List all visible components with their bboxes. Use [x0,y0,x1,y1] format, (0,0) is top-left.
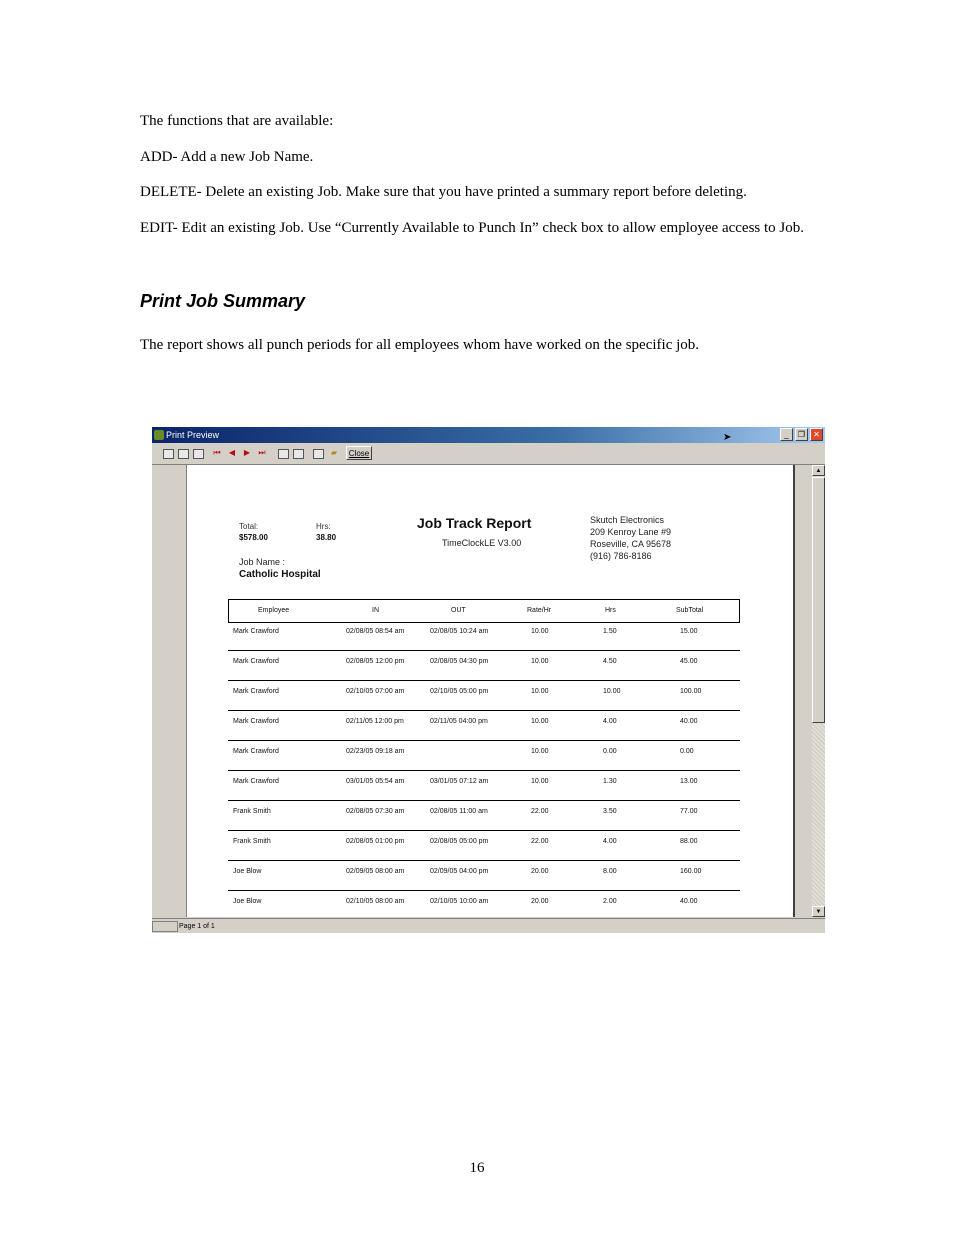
edit-description: EDIT- Edit an existing Job. Use “Currently Available to Punch In” check box to allow employee access to Job. [140,220,805,236]
rate-cell: 10.00 [531,778,549,785]
table-row [228,800,740,831]
in-cell: 02/11/05 12:00 pm [346,718,404,725]
table-row [228,860,740,891]
rate-cell: 10.00 [531,688,549,695]
scroll-up-icon[interactable]: ▲ [812,465,825,476]
rate-cell: 20.00 [531,868,549,875]
status-bar [152,918,825,933]
out-cell: 02/11/05 04:00 pm [430,718,488,725]
column-header: SubTotal [676,607,704,614]
in-cell: 02/08/05 12:00 pm [346,658,405,665]
section-heading: Print Job Summary [140,291,306,311]
table-row [228,650,740,681]
status-cell [152,921,178,932]
close-button[interactable]: Close [346,446,372,460]
table-row [228,620,740,651]
hrs-cell: 2.00 [603,898,617,905]
report-subtitle: TimeClockLE V3.00 [442,538,522,548]
subtotal-cell: 45.00 [680,658,698,665]
next-page-icon[interactable]: ▶ [243,448,251,457]
hrs-cell: 0.00 [603,748,617,755]
company-address-2: Roseville, CA 95678 [590,539,672,549]
print-icon[interactable] [278,449,289,459]
subtotal-cell: 100.00 [680,688,702,695]
hrs-label: Hrs: [316,522,331,531]
column-header: IN [372,607,379,614]
report-title: Job Track Report [417,515,532,531]
hrs-cell: 4.50 [603,658,617,665]
column-header: Rate/Hr [527,607,552,614]
company-phone: (916) 786-8186 [590,551,652,561]
report-page [187,465,795,917]
scroll-down-icon[interactable]: ▼ [812,906,825,917]
print-setup-icon[interactable] [293,449,304,459]
title-bar [152,427,825,443]
out-cell: 02/10/05 05:00 pm [430,688,489,695]
out-cell: 02/08/05 11:00 am [430,808,488,815]
zoom-100-icon[interactable] [193,449,204,459]
toolbar [152,444,825,465]
column-header: Employee [258,607,290,614]
subtotal-cell: 77.00 [680,808,698,815]
employee-cell: Mark Crawford [233,778,279,785]
hrs-cell: 4.00 [603,838,617,845]
in-cell: 02/10/05 07:00 am [346,688,405,695]
total-label: Total: [239,522,259,531]
subtotal-cell: 40.00 [680,898,698,905]
page-status: Page 1 of 1 [179,923,215,930]
add-description: ADD- Add a new Job Name. [140,149,314,165]
minimize-icon[interactable]: _ [780,428,793,441]
vertical-scrollbar[interactable] [812,465,825,917]
left-gutter [152,465,187,917]
out-cell: 02/10/05 10:00 am [430,898,489,905]
rate-cell: 22.00 [531,808,549,815]
in-cell: 03/01/05 05:54 am [346,778,405,785]
employee-cell: Mark Crawford [233,748,279,755]
subtotal-cell: 0.00 [680,748,694,755]
subtotal-cell: 40.00 [680,718,698,725]
last-page-icon[interactable]: ⏭ [258,448,266,457]
save-icon[interactable] [313,449,324,459]
job-name-label: Job Name : [239,557,286,567]
out-cell: 02/08/05 10:24 am [430,628,489,635]
hrs-cell: 1.30 [603,778,617,785]
mouse-cursor-icon: ➤ [723,432,732,443]
table-row [228,770,740,801]
column-header: OUT [451,607,466,614]
employee-cell: Mark Crawford [233,688,279,695]
previous-page-icon[interactable]: ◀ [228,448,236,457]
company-name: Skutch Electronics [590,515,665,525]
delete-description: DELETE- Delete an existing Job. Make sure that you have printed a summary report before deleting. [140,184,747,200]
in-cell: 02/09/05 08:00 am [346,868,405,875]
employee-cell: Mark Crawford [233,658,279,665]
open-folder-icon[interactable]: ▰ [330,448,338,457]
intro-text: The functions that are available: [140,113,334,129]
preview-area [152,465,817,917]
company-address-1: 209 Kenroy Lane #9 [590,527,672,537]
in-cell: 02/08/05 07:30 am [346,808,405,815]
rate-cell: 10.00 [531,718,549,725]
in-cell: 02/08/05 01:00 pm [346,838,405,845]
table-row [228,710,740,741]
app-icon [154,430,164,440]
rate-cell: 10.00 [531,748,549,755]
hrs-cell: 1.50 [603,628,617,635]
in-cell: 02/08/05 08:54 am [346,628,405,635]
employee-cell: Frank Smith [233,838,271,845]
out-cell: 02/09/05 04:00 pm [430,868,489,875]
close-window-icon[interactable]: ✕ [810,428,823,441]
table-row [228,680,740,711]
rate-cell: 10.00 [531,628,549,635]
subtotal-cell: 88.00 [680,838,698,845]
out-cell: 02/08/05 04:30 pm [430,658,489,665]
print-preview-window [152,427,825,933]
table-row [228,740,740,771]
scroll-thumb[interactable] [812,477,825,723]
hrs-cell: 8.00 [603,868,617,875]
employee-cell: Mark Crawford [233,628,279,635]
rate-cell: 20.00 [531,898,549,905]
job-name-value: Catholic Hospital [239,569,321,580]
restore-icon[interactable]: ❐ [795,428,808,441]
hrs-cell: 4.00 [603,718,617,725]
out-cell: 03/01/05 07:12 am [430,778,489,785]
hrs-cell: 10.00 [603,688,621,695]
hrs-cell: 3.50 [603,808,617,815]
employee-cell: Mark Crawford [233,718,279,725]
rate-cell: 22.00 [531,838,549,845]
report-description: The report shows all punch periods for all employees whom have worked on the specific job. [140,337,700,353]
in-cell: 02/10/05 08:00 am [346,898,405,905]
employee-cell: Joe Blow [233,868,262,875]
total-value: $578.00 [239,533,268,542]
page-width-icon[interactable] [178,449,189,459]
in-cell: 02/23/05 09:18 am [346,748,405,755]
subtotal-cell: 160.00 [680,868,702,875]
whole-page-icon[interactable] [163,449,174,459]
first-page-icon[interactable]: ⏮ [213,448,221,457]
out-cell: 02/08/05 05:00 pm [430,838,489,845]
employee-cell: Joe Blow [233,898,262,905]
table-row [228,830,740,861]
rate-cell: 10.00 [531,658,549,665]
subtotal-cell: 13.00 [680,778,698,785]
table-row [228,890,740,917]
hrs-value: 38.80 [316,533,337,542]
subtotal-cell: 15.00 [680,628,698,635]
window-title: Print Preview [166,430,220,440]
page-number: 16 [469,1160,485,1176]
employee-cell: Frank Smith [233,808,271,815]
column-header: Hrs [605,607,616,614]
